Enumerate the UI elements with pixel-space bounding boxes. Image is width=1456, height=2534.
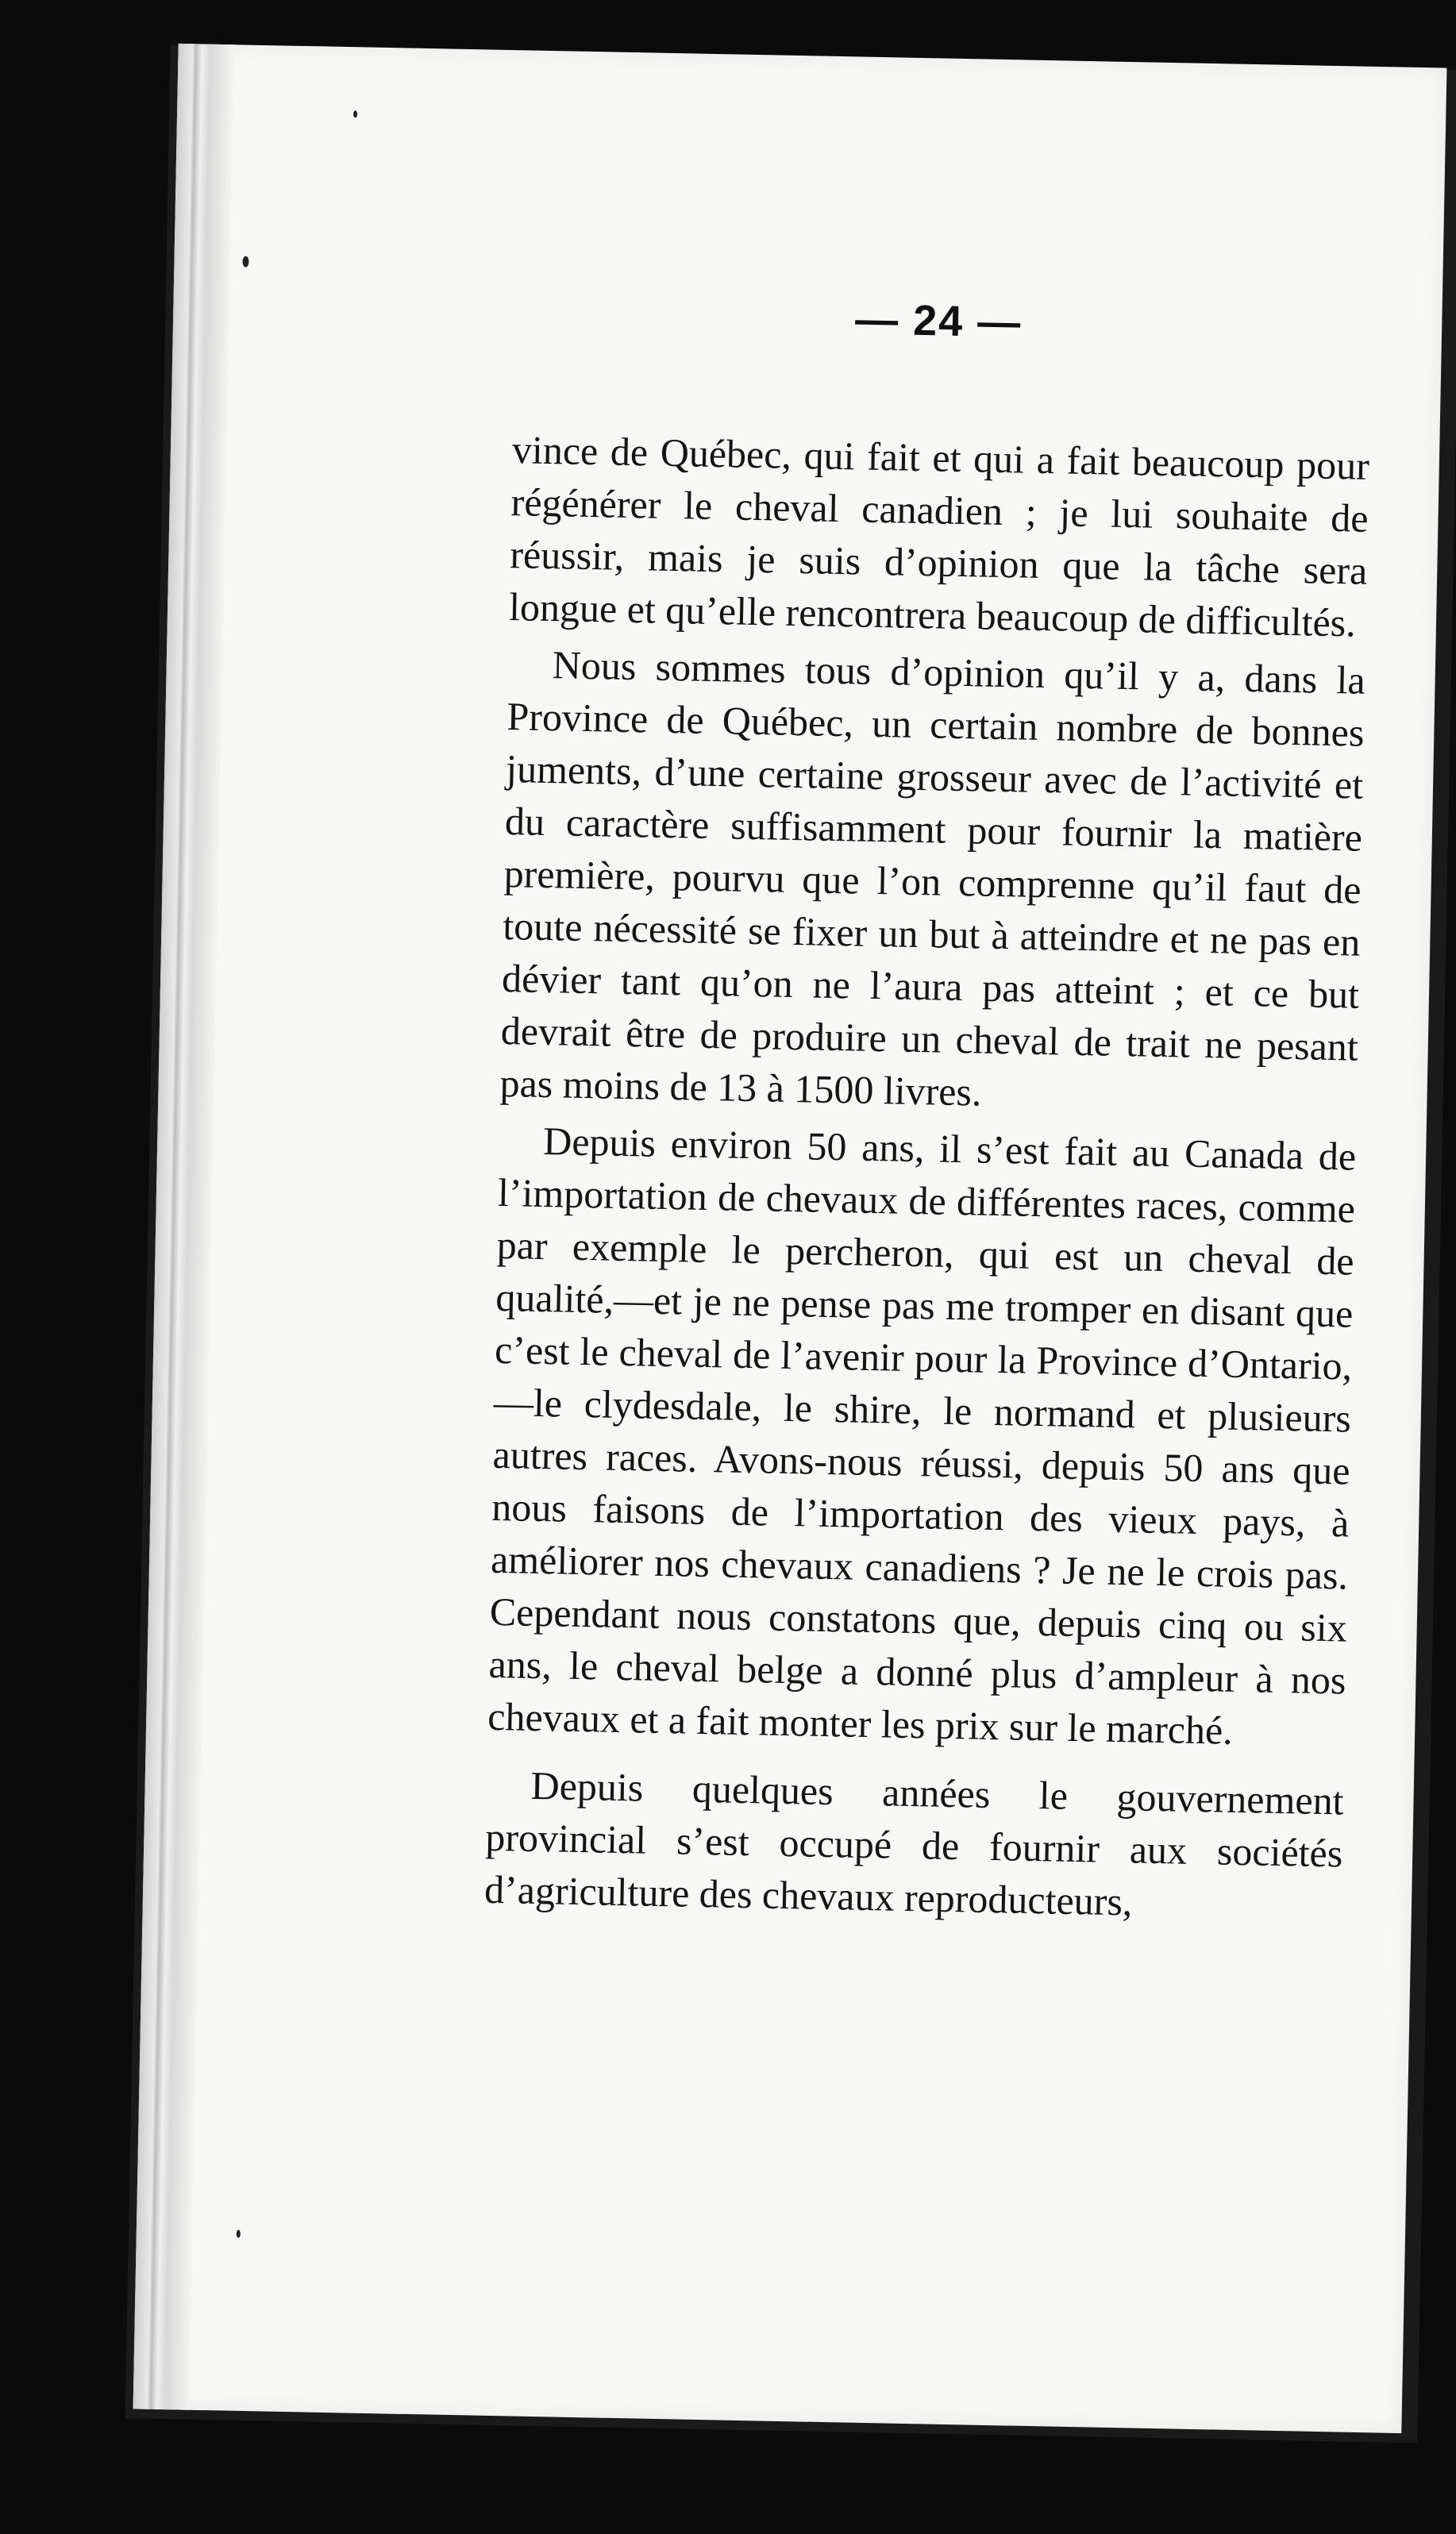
paragraph-2: Nous sommes tous d’opinion qu’il y a, dans la Province de Québec, un certain nombre de bonnes juments, d’une certaine grosseur avec de l’activité et du caractère suffisamment pour fournir la matière première, pourvu que l’on comprenne qu’il faut de toute nécessité se fixer un but à atteindre et ne pas en dévier tant qu’on ne l’aura pas atteint ; et ce but devrait être de produire un cheval de trait ne pesant pas moins de 13 à 1500 livres. [499, 642, 1366, 1115]
paragraph-3: Depuis environ 50 ans, il s’est fait au Canada de l’importation de chevaux de différentes races, comme par exemple le percheron, qui est un cheval de qualité,—et je ne pense pas me tromper en disant que c’est le cheval de l’avenir pour la Province d’Ontario, —le clydesdale, le shire, le normand et plusieurs autres races. Avons-nous réussi, depuis 50 ans que nous faisons de l’importation des vieux pays, à améliorer nos chevaux canadiens ? Je ne le crois pas. Cependant nous constatons que, depuis cinq ou six ans, le cheval belge a donné plus d’ampleur à nos chevaux et a fait monter les prix sur le marché. [487, 1119, 1357, 1753]
paragraph-1: vince de Québec, qui fait et qui a fait beaucoup pour régénérer le cheval canadien ; je lui souhaite de réussir, mais je suis d’opinion que la tâche sera longue et qu’elle rencontrera beaucoup de difficultés. [508, 427, 1370, 645]
ink-speck [242, 256, 248, 268]
body-text [483, 423, 1369, 1936]
paragraph-4: Depuis quelques années le gouvernement provincial s’est occupé de fournir aux sociétés d’agriculture des chevaux reproducteurs, [483, 1762, 1345, 1924]
ink-speck [353, 110, 357, 117]
document-page [133, 44, 1447, 2433]
ink-speck [237, 2230, 241, 2238]
page-number: — 24 — [854, 295, 1023, 347]
